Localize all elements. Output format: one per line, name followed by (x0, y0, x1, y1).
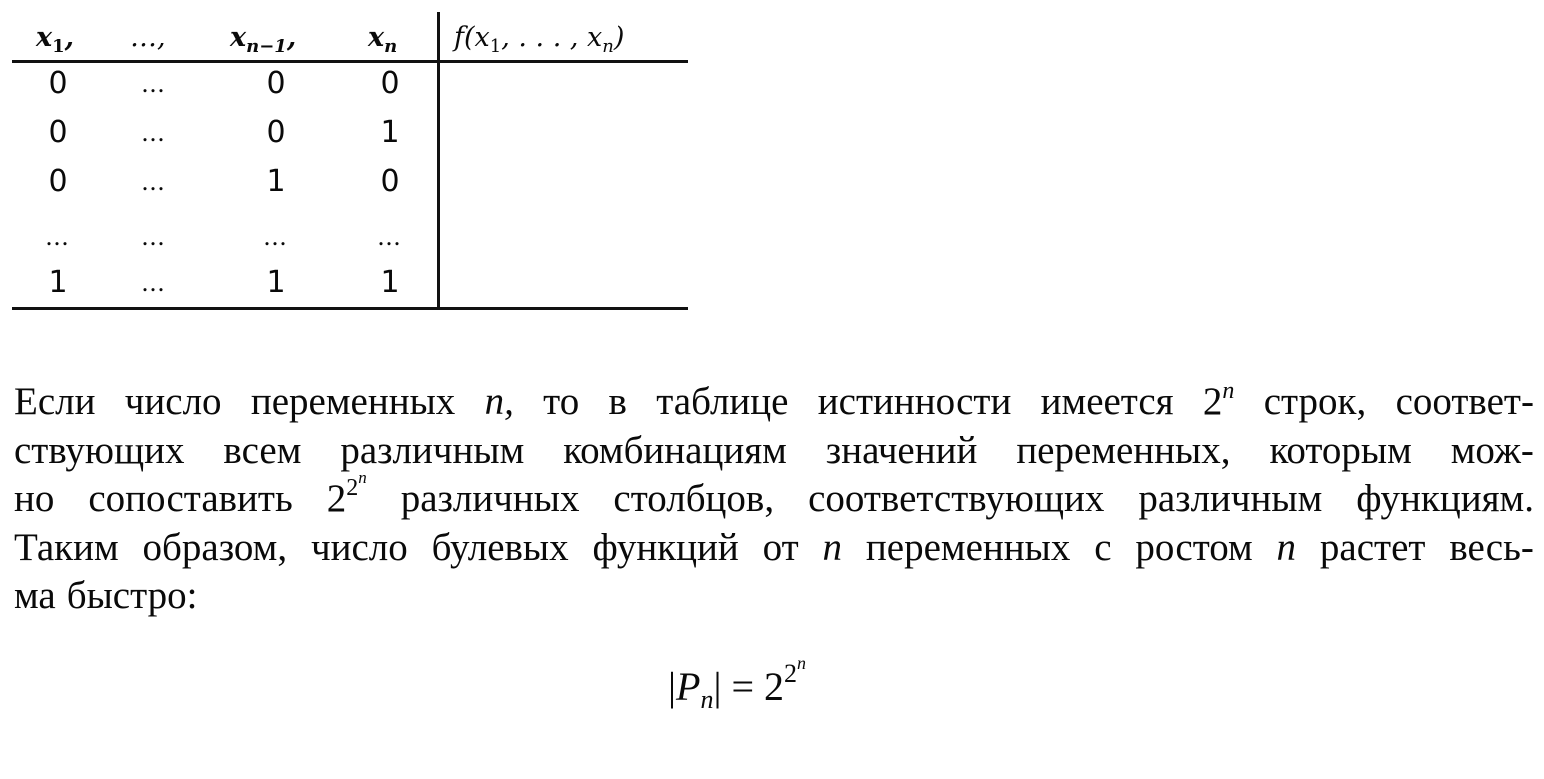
header-function: $f(x_1$, . . . , $x_n$) (454, 22, 625, 57)
paragraph-line (14, 524, 1534, 573)
table-cell: … (141, 119, 167, 147)
word: сопоставить (88, 477, 293, 520)
header-x1: $x_1$, (36, 22, 75, 57)
word: с (1094, 525, 1112, 569)
word: различным (1138, 477, 1323, 520)
table-header-rule (12, 60, 688, 63)
word: мож- (1450, 428, 1534, 472)
table-cell: 1 (48, 265, 68, 300)
table-cell: … (141, 269, 167, 297)
word: число (310, 525, 408, 569)
table-vertical-divider (437, 12, 440, 309)
formula-exponent: 2n (784, 653, 807, 688)
word: значений (825, 428, 978, 472)
word: булевых (431, 525, 569, 569)
word: строк, (1263, 380, 1367, 423)
table-cell: 0 (266, 66, 286, 101)
table-cell: 0 (380, 66, 400, 101)
word: переменных (865, 525, 1071, 569)
word: различным (340, 428, 525, 472)
table-cell: 0 (48, 115, 68, 150)
word: быстро: (66, 574, 198, 617)
table-cell: … (141, 223, 167, 251)
paragraph-line (14, 427, 1534, 476)
table-cell: 1 (266, 164, 286, 199)
abs-bar-left: | (668, 664, 677, 709)
power-2-n: 2$^n$ (1202, 378, 1235, 423)
word: то (543, 380, 580, 423)
variable-n: n (822, 525, 843, 569)
word: комбинациям (563, 428, 787, 472)
word: различных (400, 477, 580, 520)
word: в (608, 380, 627, 423)
word: которым (1269, 428, 1412, 472)
table-cell: 1 (380, 265, 400, 300)
paragraph-line (14, 572, 1534, 621)
equals-sign: = (721, 664, 765, 709)
paragraph-line (14, 378, 1534, 427)
truth-table (12, 12, 688, 312)
table-cell: 0 (48, 66, 68, 101)
abs-bar-right: | (713, 664, 722, 709)
word: растет (1319, 525, 1426, 569)
word: ствующих (14, 428, 185, 472)
word: соответствующих (808, 477, 1105, 520)
word: весь- (1449, 525, 1534, 569)
word: Таким (14, 525, 119, 569)
table-bottom-rule (12, 307, 688, 310)
word: ма (14, 574, 56, 617)
word: столбцов, (613, 477, 775, 520)
word: Если (14, 380, 96, 423)
table-cell: 0 (48, 164, 68, 199)
display-formula (668, 653, 807, 714)
table-cell: 0 (380, 164, 400, 199)
table-cell: … (141, 168, 167, 196)
word: ростом (1135, 525, 1253, 569)
formula-P: P (676, 664, 701, 709)
header-xn: $x_n$ (368, 22, 398, 57)
word: имеется (1040, 380, 1174, 423)
word: переменных, (1016, 428, 1231, 472)
formula-base: 2 (764, 664, 785, 709)
table-cell: … (263, 223, 289, 251)
table-cell: 1 (266, 265, 286, 300)
word: истинности (817, 380, 1012, 423)
formula-subscript: n (700, 685, 714, 714)
table-cell: 1 (380, 115, 400, 150)
word: всем (223, 428, 302, 472)
word: функций (592, 525, 739, 569)
word: функциям. (1356, 477, 1534, 520)
power-2-2-n: $2^{2^n}$ (326, 468, 367, 520)
word: переменных (250, 380, 456, 423)
variable-n: n, (484, 380, 514, 423)
word: но (14, 477, 55, 520)
variable-n: n (1276, 525, 1297, 569)
word: число (124, 380, 222, 423)
header-ellipsis: …, (130, 22, 166, 53)
word: от (762, 525, 799, 569)
header-xn-minus-1: $x_{n-1}$, (230, 22, 297, 57)
table-cell: 0 (266, 115, 286, 150)
word: образом, (142, 525, 288, 569)
table-cell: … (377, 223, 403, 251)
table-cell: … (141, 70, 167, 98)
body-paragraph (14, 378, 1534, 621)
table-cell: … (45, 223, 71, 251)
paragraph-line (14, 468, 1534, 524)
word: соответ- (1395, 380, 1534, 423)
word: таблице (656, 380, 789, 423)
